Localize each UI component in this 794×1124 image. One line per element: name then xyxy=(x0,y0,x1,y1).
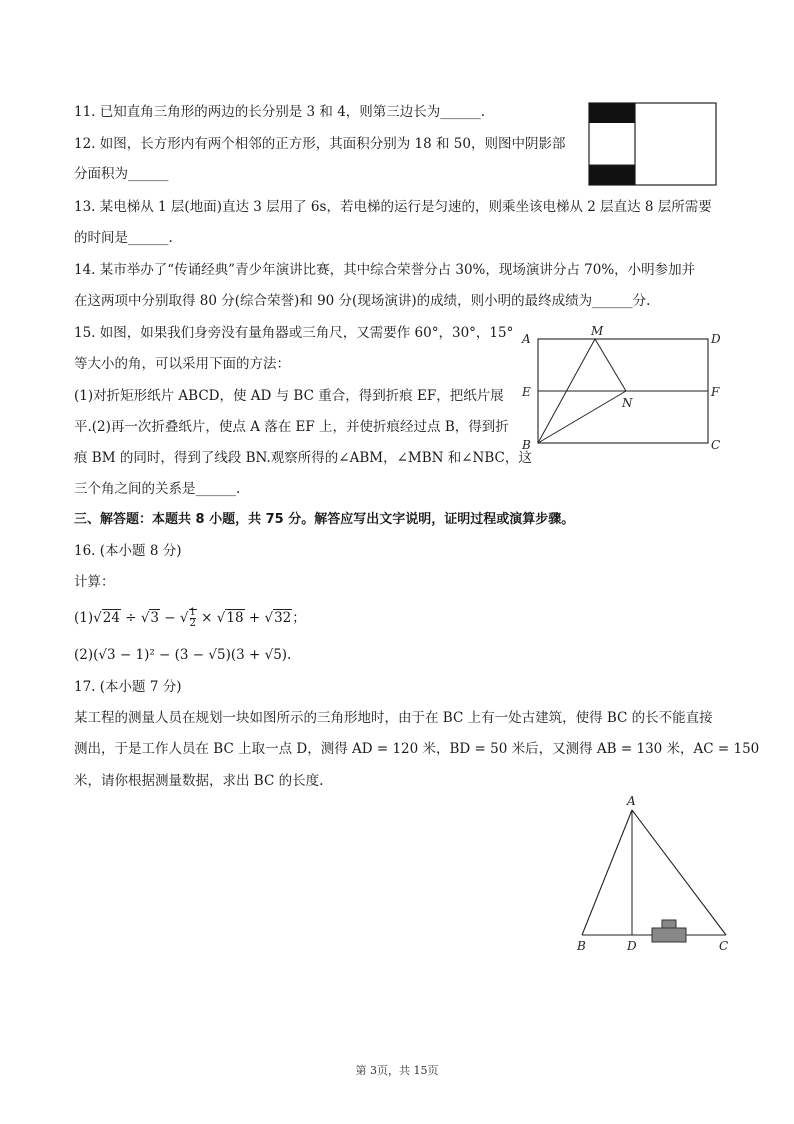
label-M: M xyxy=(591,324,604,338)
problem-17-line2: 测出，于是工作人员在 BC 上取一点 D，测得 AD = 120 米，BD = 50 米后，又测得 AB = 130 米，AC = 150 xyxy=(74,741,760,757)
problem-13-line1: 13. 某电梯从 1 层(地面)直达 3 层用了 6s，若电梯的运行是匀速的，则乘坐该电梯从 2 层直达 8 层所需要 xyxy=(74,199,712,215)
page-footer: 第 3页，共 15页 xyxy=(355,1064,439,1077)
problem-15-line6: 三个角之间的关系是______. xyxy=(74,481,241,497)
problem-17-line1: 某工程的测量人员在规划一块如图所示的三角形地时，由于在 BC 上有一处古建筑，使得 BC 的长不能直接 xyxy=(74,710,713,726)
problem-16-intro: 计算： xyxy=(74,574,115,590)
figure-17-triangle xyxy=(570,790,740,960)
problem-15-line2: 等大小的角，可以采用下面的方法： xyxy=(74,356,290,372)
section-3-heading: 三、解答题：本题共 8 小题，共 75 分。解答应写出文字说明，证明过程或演算步骤。 xyxy=(74,512,575,527)
figure-15-folded-rectangle xyxy=(518,324,724,454)
problem-13-line2: 的时间是______. xyxy=(74,230,173,246)
problem-16-header: 16. (本小题 8 分) xyxy=(74,543,182,559)
label-D: D xyxy=(711,332,721,346)
problem-14-line2: 在这两项中分别取得 80 分(综合荣誉)和 90 分(现场演讲)的成绩，则小明的最终成绩为______分. xyxy=(74,293,651,309)
label-B: B xyxy=(577,939,586,953)
problem-11: 11. 已知直角三角形的两边的长分别是 3 和 4，则第三边长为______. xyxy=(74,104,486,120)
problem-16-expression-2: (2)(√3 − 1)² − (3 − √5)(3 + √5). xyxy=(74,647,292,663)
label-C: C xyxy=(719,939,729,953)
label-B: B xyxy=(522,438,531,452)
problem-12-line2: 分面积为______ xyxy=(74,166,169,182)
label-C: C xyxy=(711,438,721,452)
problem-15-line5: 痕 BM 的同时，得到了线段 BN.观察所得的∠ABM，∠MBN 和∠NBC，这 xyxy=(74,450,532,466)
problem-17-line3: 米，请你根据测量数据，求出 BC 的长度. xyxy=(74,773,324,789)
problem-14-line1: 14. 某市举办了“传诵经典”青少年演讲比赛，其中综合荣誉分占 30%，现场演讲分占 70%，小明参加并 xyxy=(74,262,696,278)
ancient-building xyxy=(652,928,686,942)
label-F: F xyxy=(711,385,720,399)
label-A: A xyxy=(627,794,636,808)
problem-17-header: 17. (本小题 7 分) xyxy=(74,679,182,695)
label-A: A xyxy=(522,332,531,346)
label-E: E xyxy=(522,385,531,399)
problem-12-line1: 12. 如图，长方形内有两个相邻的正方形，其面积分别为 18 和 50，则图中阴影部 xyxy=(74,136,566,152)
problem-16-expression-1: (1)√24 ÷ √3 − √ $\frac{1}{2}$ × √18 + √32； xyxy=(74,607,306,629)
problem-15-line1: 15. 如图，如果我们身旁没有量角器或三角尺，又需要作 60°，30°，15° xyxy=(74,325,514,341)
label-N: N xyxy=(622,396,633,410)
problem-15-line3: (1)对折矩形纸片 ABCD，使 AD 与 BC 重合，得到折痕 EF，把纸片展 xyxy=(74,388,504,404)
label-D: D xyxy=(627,939,637,953)
shaded-region-bottom xyxy=(589,165,635,185)
figure-12-rectangle xyxy=(588,102,718,186)
shaded-region-top xyxy=(589,103,635,123)
problem-15-line4: 平.(2)再一次折叠纸片，使点 A 落在 EF 上，并使折痕经过点 B，得到折 xyxy=(74,419,509,435)
